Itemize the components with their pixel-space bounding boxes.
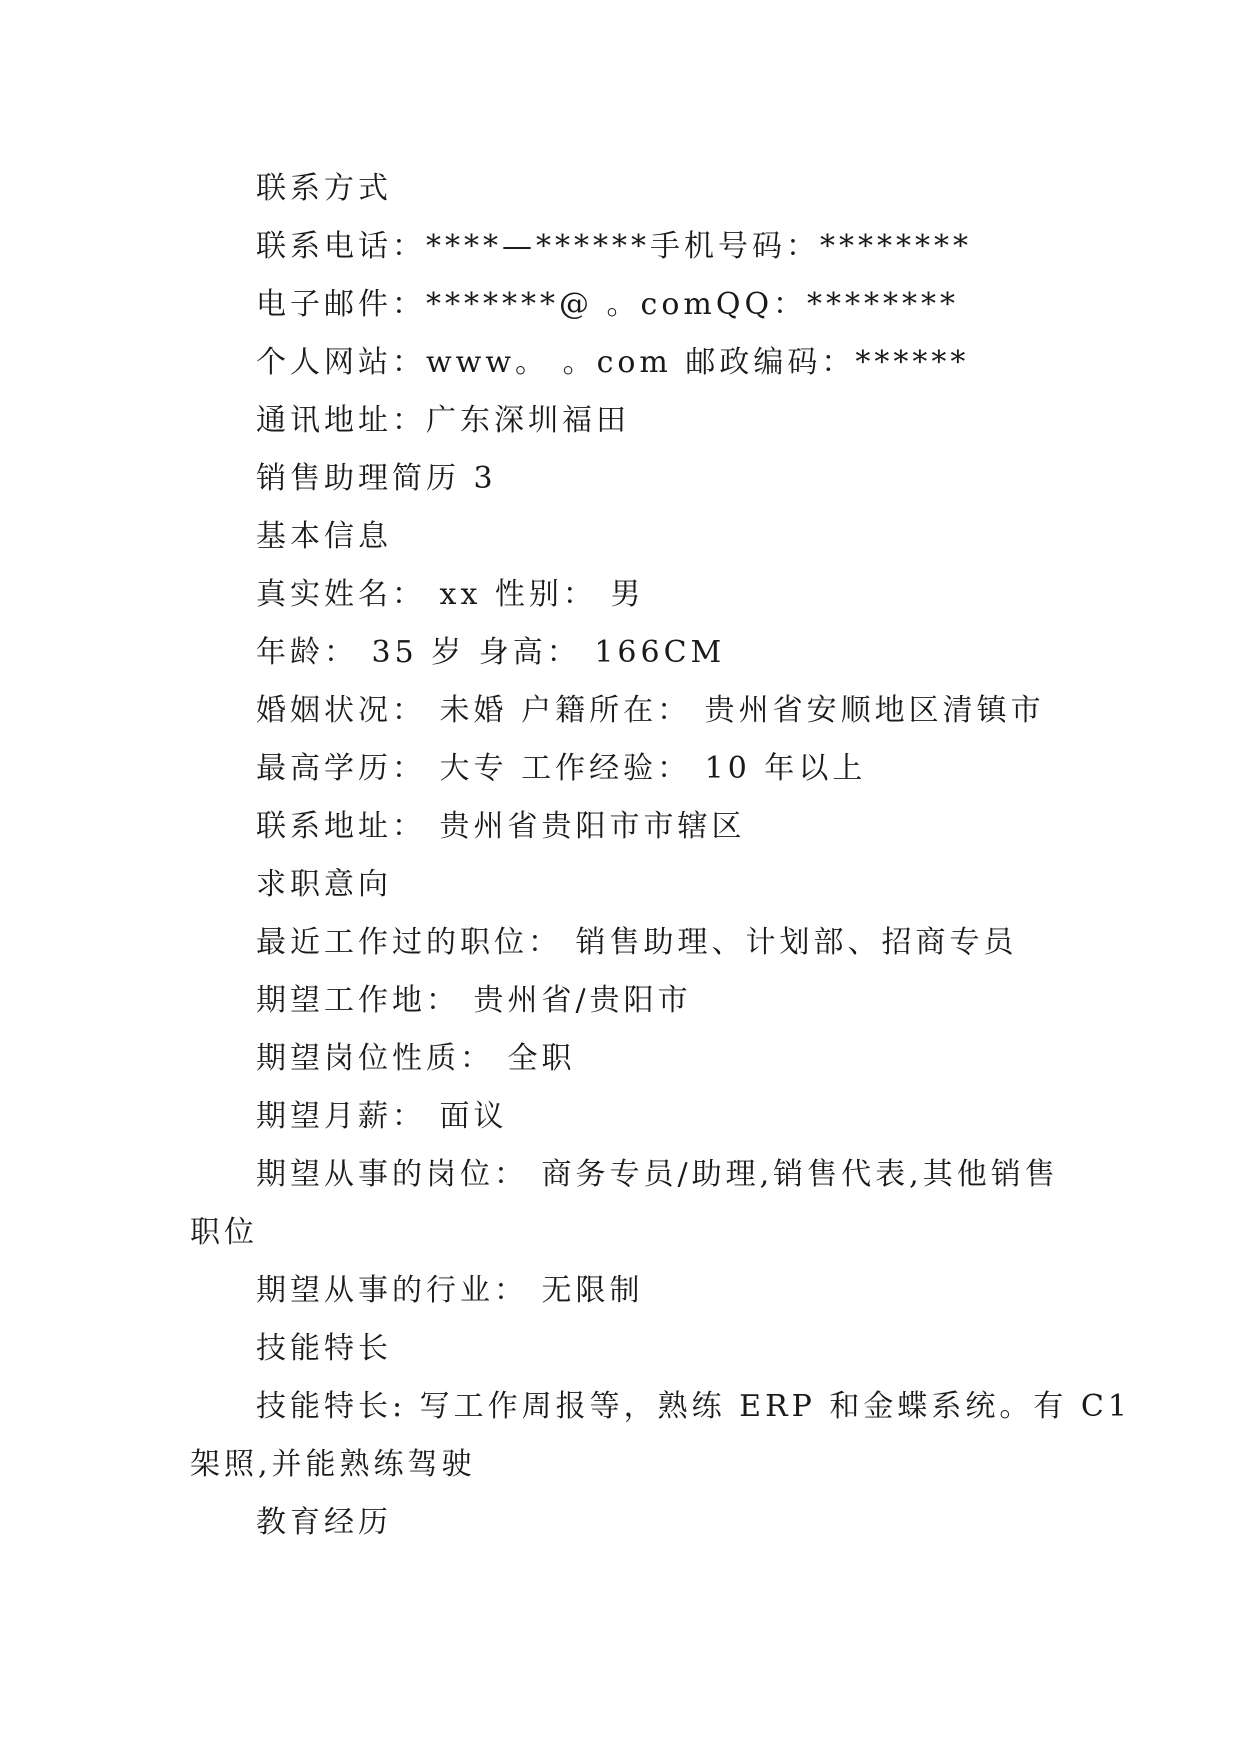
text-line-job-type: 期望岗位性质： 全职 — [256, 1041, 576, 1076]
text-line-desired-location: 期望工作地： 贵州省/贵阳市 — [256, 983, 692, 1018]
section-heading-contact: 联系方式 — [256, 171, 392, 206]
text-line-desired-positions: 期望从事的岗位： 商务专员/助理,销售代表,其他销售 — [256, 1157, 1059, 1192]
text-line-contact-address: 联系地址： 贵州省贵阳市市辖区 — [256, 809, 746, 844]
section-heading-job-intention: 求职意向 — [256, 867, 392, 902]
text-line-skills-cont: 架照,并能熟练驾驶 — [190, 1447, 476, 1482]
text-line-name-gender: 真实姓名： xx 性别： 男 — [256, 577, 645, 612]
text-line-website: 个人网站：www。 。com 邮政编码：****** — [256, 345, 970, 380]
text-line-education-experience: 最高学历： 大专 工作经验： 10 年以上 — [256, 751, 867, 786]
text-line-email: 电子邮件：*******@ 。comQQ：******** — [256, 287, 960, 322]
resume-title: 销售助理简历 3 — [256, 461, 497, 496]
section-heading-skills: 技能特长 — [256, 1331, 392, 1366]
text-line-desired-industry: 期望从事的行业： 无限制 — [256, 1273, 644, 1308]
text-line-recent-positions: 最近工作过的职位： 销售助理、计划部、招商专员 — [256, 925, 1018, 960]
text-line-marital-hukou: 婚姻状况： 未婚 户籍所在： 贵州省安顺地区清镇市 — [256, 693, 1045, 728]
text-line-phone: 联系电话：****—******手机号码：******** — [256, 229, 972, 264]
section-heading-education: 教育经历 — [256, 1505, 392, 1540]
text-line-address: 通讯地址：广东深圳福田 — [256, 403, 630, 438]
document-body — [190, 160, 1131, 1552]
text-line-age-height: 年龄： 35 岁 身高： 166CM — [256, 635, 726, 670]
text-line-desired-positions-cont: 职位 — [190, 1215, 258, 1250]
text-line-desired-salary: 期望月薪： 面议 — [256, 1099, 508, 1134]
text-line-skills: 技能特长: 写工作周报等，熟练 ERP 和金蝶系统。有 C1 — [256, 1389, 1131, 1424]
section-heading-basic-info: 基本信息 — [256, 519, 392, 554]
